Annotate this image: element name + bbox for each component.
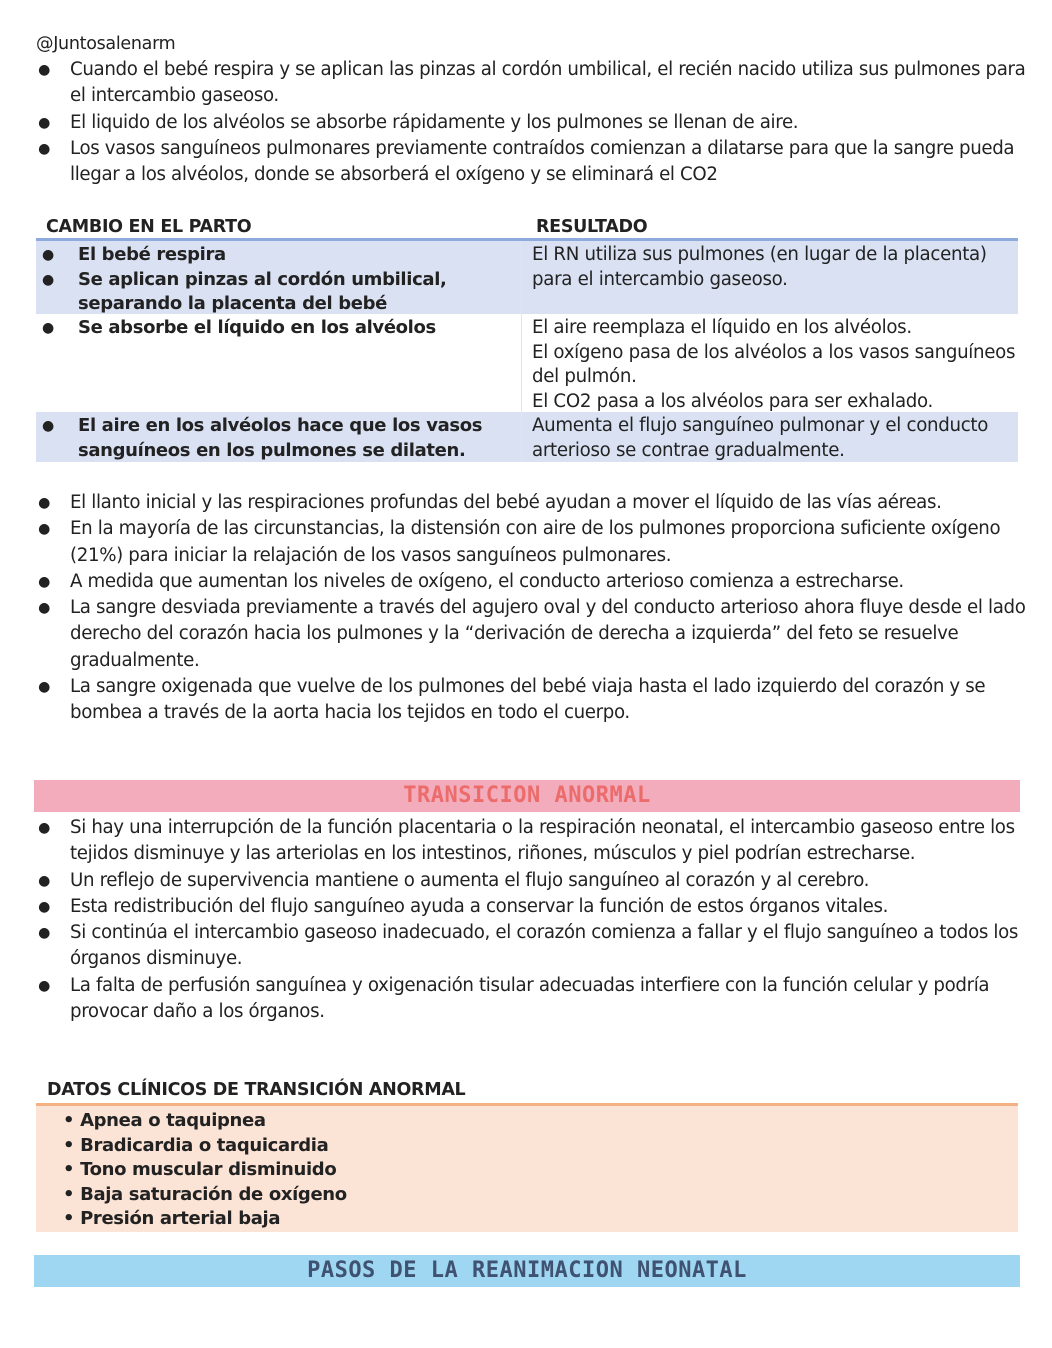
- list-item: • Tono muscular disminuido: [63, 1159, 337, 1181]
- bullet-icon: ●: [38, 820, 50, 836]
- bullet-icon: ●: [38, 872, 50, 889]
- table-header: [36, 214, 1018, 241]
- list-item: ● Si hay una interrupción de la función placentaria o la respiración neonatal, el intercambio gaseoso entre los tejidos disminuye y las arteriolas en los intestinos, riñones, músculos y piel podrían estrecharse.: [38, 817, 1015, 865]
- bullet-icon: ●: [38, 600, 50, 617]
- bullet-icon: ●: [38, 977, 50, 994]
- bullet-icon: ●: [42, 418, 54, 434]
- column-header-resultado: RESULTADO: [536, 217, 648, 237]
- list-item: ● El aire en los alvéolos hace que los vasos sanguíneos en los pulmones se dilaten.: [42, 415, 483, 461]
- resultado-cell: El RN utiliza sus pulmones (en lugar de la placenta) para el intercambio gaseoso.: [532, 244, 987, 290]
- section-banner-reanimacion-neonatal: PASOS DE LA REANIMACION NEONATAL: [34, 1255, 1020, 1287]
- bullet-icon: ●: [38, 140, 50, 157]
- section-banner-transicion-anormal: TRANSICION ANORMAL: [34, 780, 1020, 812]
- cambio-cell: [36, 412, 522, 462]
- table-row: [36, 241, 1018, 314]
- abnormal-bullet-list: [36, 815, 1026, 1025]
- clinical-data-title: DATOS CLÍNICOS DE TRANSICIÓN ANORMAL: [47, 1080, 466, 1100]
- list-item: ● La falta de perfusión sanguínea y oxigenación tisular adecuadas interfiere con la función celular y podría provocar daño a los órganos.: [38, 974, 990, 1023]
- list-item: • Baja saturación de oxígeno: [63, 1183, 347, 1205]
- bullet-icon: ●: [38, 925, 50, 942]
- clinical-data-box: [36, 1103, 1018, 1232]
- list-item: ● Un reflejo de supervivencia mantiene o aumenta el flujo sanguíneo al corazón y al cerebro.: [36, 868, 1026, 894]
- list-item: • Bradicardia o taquicardia: [63, 1134, 329, 1156]
- list-item: ● Esta redistribución del flujo sanguíneo ayuda a conservar la función de estos órganos vitales.: [36, 894, 1026, 920]
- cambio-cell: [36, 241, 522, 314]
- bullet-icon: ●: [38, 62, 50, 78]
- bullet-icon: ●: [42, 271, 54, 288]
- list-item: ● A medida que aumentan los niveles de oxígeno, el conducto arterioso comienza a estrecharse.: [36, 569, 1026, 595]
- bullet-icon: ●: [38, 521, 50, 538]
- list-item: ● El liquido de los alvéolos se absorbe rápidamente y los pulmones se llenan de aire.: [36, 110, 1026, 136]
- table-row: [36, 314, 1018, 412]
- middle-bullet-list: [36, 490, 1026, 727]
- cambio-cell: [36, 314, 522, 412]
- bullet-icon: ●: [38, 679, 50, 696]
- list-item: ● En la mayoría de las circunstancias, la distensión con aire de los pulmones proporciona suficiente oxígeno (21%) para iniciar la relajación de los vasos sanguíneos pulmonares.: [38, 518, 1001, 566]
- bullet-icon: ●: [38, 114, 50, 131]
- bullet-icon: ●: [42, 247, 54, 263]
- resultado-cell: El aire reemplaza el líquido en los alvéolos. El oxígeno pasa de los alvéolos a los vasos sanguíneos del pulmón. El CO2 pasa a los alvéolos para ser exhalado.: [532, 317, 1016, 412]
- list-item: ● La sangre oxigenada que vuelve de los pulmones del bebé viaja hasta el lado izquierdo del corazón y se bombea a través de la aorta hacia los tejidos en todo el cuerpo.: [38, 676, 986, 724]
- list-item: ● Los vasos sanguíneos pulmonares previamente contraídos comienzan a dilatarse para que la sangre pueda llegar a los alvéolos, donde se absorberá el oxígeno y se eliminará el CO2: [38, 137, 1015, 186]
- list-item: ● El bebé respira: [36, 243, 521, 268]
- intro-bullet-list: [36, 57, 1026, 188]
- list-item: ● La sangre desviada previamente a través del agujero oval y del conducto arterioso ahora fluye desde el lado derecho del corazón hacia los pulmones y la “derivación de derecha a izquierda” del feto se resuelve gradualmente.: [38, 597, 1026, 671]
- list-item: • Presión arterial baja: [63, 1208, 281, 1230]
- bullet-icon: ●: [38, 898, 50, 915]
- bullet-icon: ●: [38, 495, 50, 511]
- birth-changes-table: [36, 214, 1018, 462]
- resultado-cell: Aumenta el flujo sanguíneo pulmonar y el conducto arterioso se contrae gradualmente.: [532, 415, 989, 461]
- list-item: ● Cuando el bebé respira y se aplican las pinzas al cordón umbilical, el recién nacido utiliza sus pulmones para el intercambio gaseoso.: [38, 59, 1026, 107]
- list-item: ● Se aplican pinzas al cordón umbilical, separando la placenta del bebé: [42, 268, 447, 315]
- table-row: [36, 412, 1018, 462]
- column-header-cambio: CAMBIO EN EL PARTO: [46, 217, 252, 237]
- list-item: ● Si continúa el intercambio gaseoso inadecuado, el corazón comienza a fallar y el flujo sanguíneo a todos los órganos disminuye.: [38, 922, 1019, 970]
- list-item: ● El llanto inicial y las respiraciones profundas del bebé ayudan a mover el líquido de las vías aéreas.: [36, 490, 1026, 516]
- bullet-icon: ●: [38, 573, 50, 590]
- author-handle: @Juntosalenarm: [36, 34, 176, 54]
- list-item: • Apnea o taquipnea: [63, 1110, 266, 1131]
- bullet-icon: ●: [42, 320, 54, 336]
- list-item: ● Se absorbe el líquido en los alvéolos: [36, 316, 521, 341]
